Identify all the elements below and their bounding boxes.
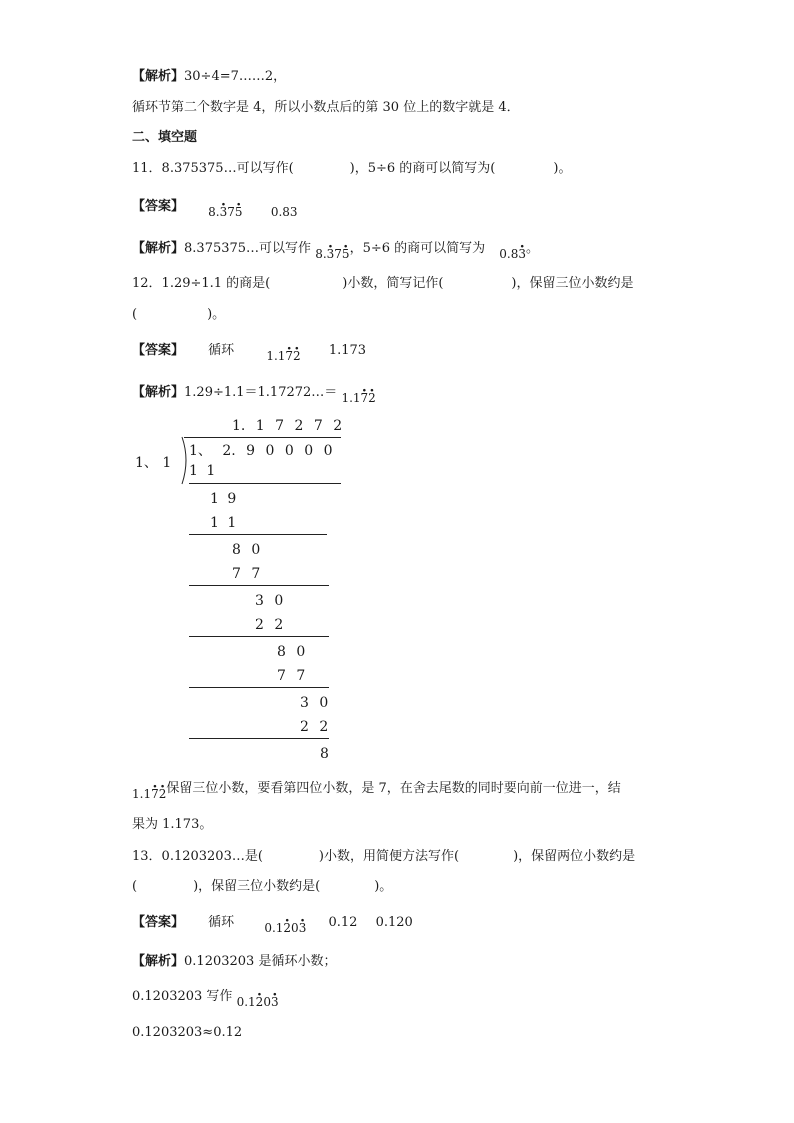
- answer-13: 【答案】 循环 0.12 ·03 · 0.12 0.120: [132, 914, 413, 937]
- analysis-12-c: 果为 1.173。: [132, 817, 213, 832]
- analysis-13-3: 0.1203203≈0.12: [132, 1025, 243, 1040]
- step-3: 1 1: [210, 515, 237, 531]
- step-8: 8 0: [277, 644, 306, 660]
- step-7: 2 2: [255, 617, 284, 633]
- step-10: 3 0: [300, 695, 329, 711]
- step-9: 7 7: [277, 668, 306, 684]
- analysis-13-2: 0.1203203 写作 0.12 ·03 ·: [132, 988, 279, 1011]
- step-6: 3 0: [255, 593, 284, 609]
- question-12: 12．1.29÷1.1 的商是( )小数，简写记作( )，保留三位小数约是: [132, 276, 634, 291]
- repeating-decimal-083: 0.83: [270, 205, 298, 219]
- analysis-11: 【解析】8.375375…可以写作 8.3 ·75 ·，5÷6 的商可以简写为 0.83 ·。: [132, 240, 539, 263]
- repeating-decimal-1172-c: 1.17 ·2 ·: [132, 785, 166, 803]
- quotient: 1. 1 7 2 7 2: [232, 418, 343, 434]
- dividend: 1、 2. 9 0 0 0 0: [189, 443, 333, 459]
- analysis-13-1: 【解析】0.1203203 是循环小数；: [132, 954, 337, 969]
- question-13: 13．0.1203203…是( )小数，用简便方法写作( )，保留两位小数约是: [132, 849, 636, 864]
- repeating-decimal-1172-b: 1.17 ·2 ·: [341, 389, 375, 407]
- analysis-line-2: 循环节第二个数字是 4，所以小数点后的第 30 位上的数字就是 4．: [132, 100, 520, 115]
- analysis-text: 30÷4=7……2，: [184, 69, 287, 84]
- repeating-decimal-01203-b: 0.12 ·03 ·: [237, 993, 279, 1011]
- repeating-decimal-01203: 0.12 ·03 ·: [264, 919, 306, 937]
- step-2: 1 9: [210, 491, 237, 507]
- answer-11: 【答案】 8.3 ·75 · 0.83: [132, 198, 298, 221]
- repeating-decimal-1172: 1.17 ·2 ·: [266, 347, 300, 365]
- divisor: 1、 1: [135, 455, 172, 471]
- section-title: 二、填空题: [132, 130, 198, 145]
- question-11: 11．8.375375…可以写作( )，5÷6 的商可以简写为( )。: [132, 161, 572, 176]
- repeating-decimal-8375-b: 8.3 ·75 ·: [315, 245, 349, 263]
- remainder: 8: [320, 746, 329, 762]
- repeating-decimal-8375: 8.3 ·75 ·: [208, 203, 242, 221]
- repeating-decimal-083-b: 0.83 ·: [499, 245, 526, 263]
- step-4: 8 0: [232, 542, 261, 558]
- answer-12: 【答案】 循环 1.17 ·2 · 1.173: [132, 342, 366, 365]
- question-13-cont: ( )，保留三位小数约是( )。: [132, 879, 393, 894]
- analysis-12: 【解析】1.29÷1.1＝1.17272…＝ 1.17 ·2 ·: [132, 384, 376, 407]
- question-12-cont: ( )。: [132, 307, 226, 322]
- analysis-line-1: [132, 68, 286, 86]
- analysis-12-b: 1.17 ·2 ·保留三位小数，要看第四位小数，是 7，在舍去尾数的同时要向前一位进一，结: [132, 780, 621, 803]
- analysis-tag: 【解析】: [132, 69, 185, 84]
- step-11: 2 2: [300, 719, 329, 735]
- step-5: 7 7: [232, 566, 261, 582]
- step-1: 1 1: [189, 463, 216, 479]
